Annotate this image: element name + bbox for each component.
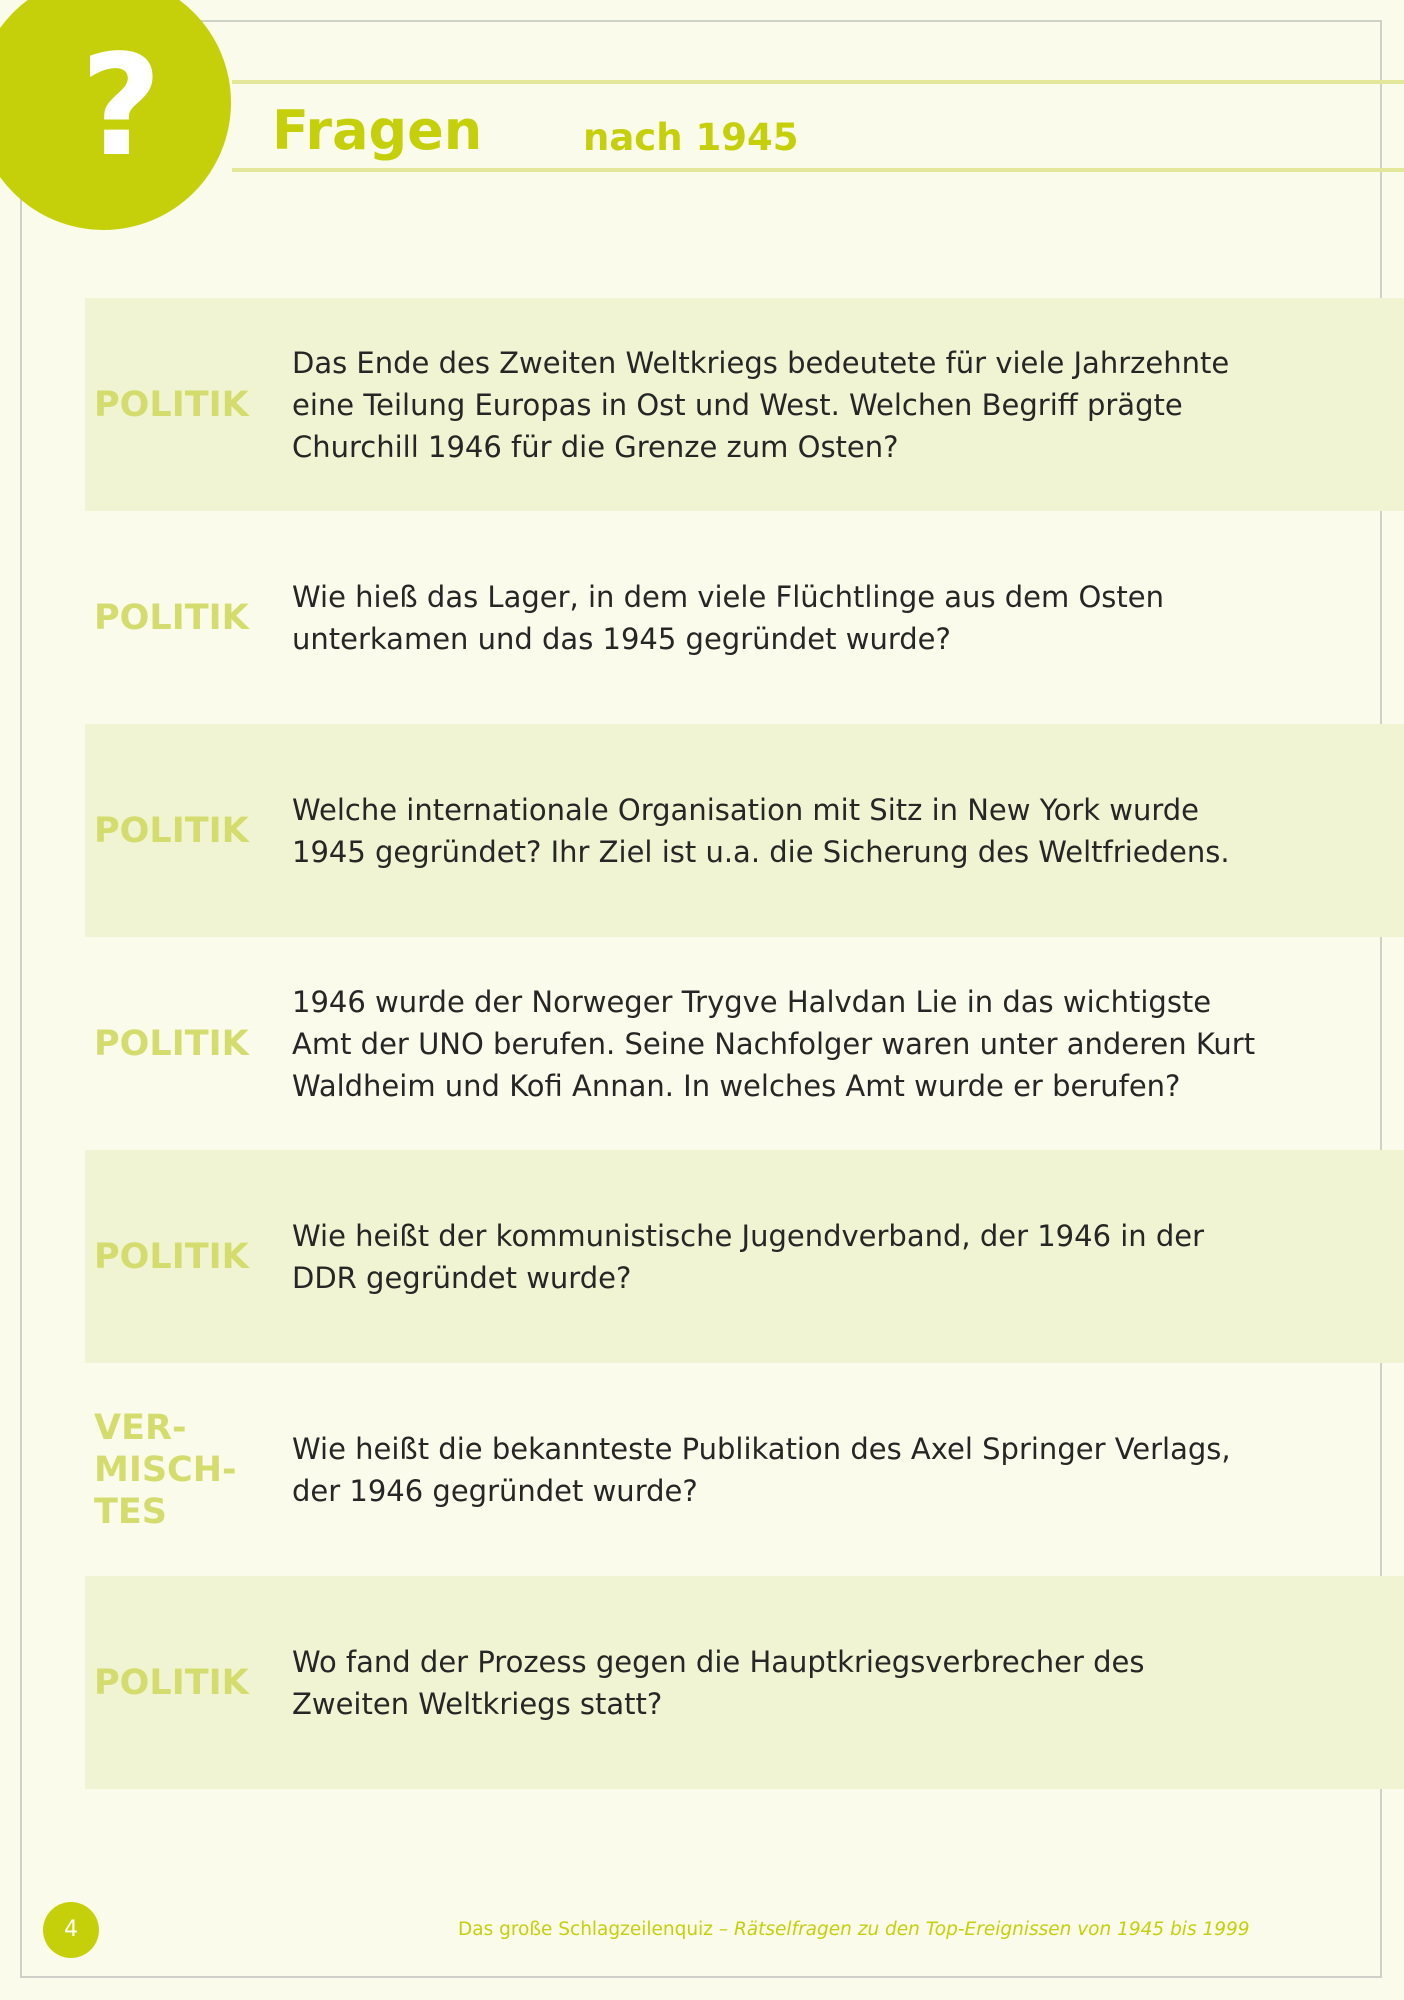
question-text: Welche internationale Organisation mit Sitz in New York wurde 1945 gegründet? Ihr Ziel ist u.a. die Sicherung des Weltfriedens.: [292, 792, 1230, 869]
question-row: [85, 1150, 1404, 1363]
footer-line: [458, 1916, 1250, 1944]
header-rule-top: [232, 80, 1404, 84]
question-category: POLITIK: [94, 1236, 249, 1277]
question-mark-icon: ?: [80, 25, 162, 188]
footer-book-subtitle: Rätselfragen zu den Top-Ereignissen von 1945 bis 1999: [733, 1919, 1250, 1940]
question-category: POLITIK: [94, 384, 249, 425]
question-category: POLITIK: [94, 1023, 249, 1064]
question-text: Wie heißt die bekannteste Publikation des Axel Springer Verlags, der 1946 gegründet wurde?: [292, 1431, 1231, 1508]
question-row: [85, 1576, 1404, 1789]
page-title: Fragen: [272, 99, 483, 162]
page-subtitle: nach 1945: [583, 116, 799, 159]
question-text: 1946 wurde der Norweger Trygve Halvdan Lie in das wichtigste Amt der UNO berufen. Seine Nachfolger waren unter anderen Kurt Waldheim und Kofi Annan. In welches Amt wurde er berufen?: [292, 984, 1256, 1103]
question-category: POLITIK: [94, 810, 249, 851]
question-category: POLITIK: [94, 1662, 249, 1703]
question-category: POLITIK: [94, 597, 249, 638]
question-category: VER- MISCH- TES: [94, 1407, 237, 1532]
page-number: 4: [43, 1902, 99, 1958]
question-row: [85, 724, 1404, 937]
question-text: Wie heißt der kommunistische Jugendverband, der 1946 in der DDR gegründet wurde?: [292, 1218, 1205, 1295]
question-row: [85, 298, 1404, 511]
header-rule-bottom: [232, 168, 1404, 172]
question-text: Das Ende des Zweiten Weltkriegs bedeutete für viele Jahrzehnte eine Teilung Europas in Ost und West. Welchen Begriff prägte Churchill 1946 für die Grenze zum Osten?: [292, 345, 1230, 464]
question-text: Wie hieß das Lager, in dem viele Flüchtlinge aus dem Osten unterkamen und das 1945 gegründet wurde?: [292, 579, 1165, 656]
question-row: [85, 937, 1404, 1150]
question-row: [85, 1363, 1404, 1576]
question-row: [85, 511, 1404, 724]
question-text: Wo fand der Prozess gegen die Hauptkriegsverbrecher des Zweiten Weltkriegs statt?: [292, 1644, 1145, 1721]
footer-book-title: Das große Schlagzeilenquiz –: [458, 1919, 734, 1940]
